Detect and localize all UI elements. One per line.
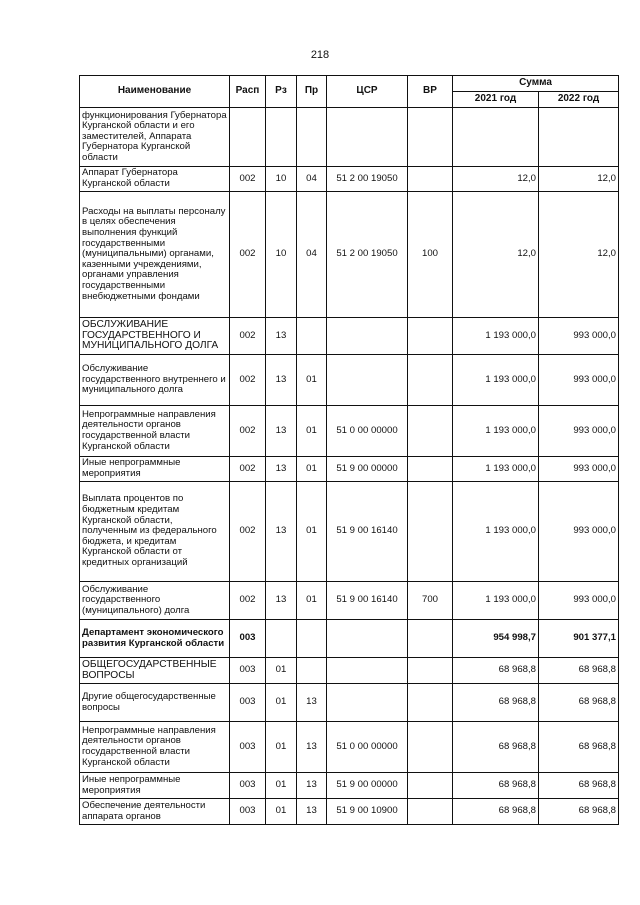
cell-name: Выплата процентов по бюджетным кредитам Курганской области, полученным из федерального бюджета, и кредитам Курганской области от кредитных организаций: [80, 482, 230, 582]
cell-2022: 68 968,8: [539, 722, 619, 773]
cell-name: ОБСЛУЖИВАНИЕ ГОСУДАРСТВЕННОГО И МУНИЦИПАЛЬНОГО ДОЛГА: [80, 318, 230, 355]
cell-2022: 993 000,0: [539, 318, 619, 355]
cell-csr: 51 9 00 16140: [327, 582, 408, 620]
cell-pr: 13: [297, 684, 327, 722]
cell-pr: 04: [297, 192, 327, 318]
table-row: [80, 799, 619, 825]
cell-2022: 68 968,8: [539, 684, 619, 722]
table-row: [80, 658, 619, 684]
cell-vr: [408, 658, 453, 684]
table-row: [80, 773, 619, 799]
header-csr: ЦСР: [327, 76, 408, 108]
table-row: [80, 318, 619, 355]
cell-2022: [539, 108, 619, 167]
cell-vr: [408, 722, 453, 773]
cell-rz: 01: [266, 658, 297, 684]
cell-rasp: 003: [230, 684, 266, 722]
cell-pr: [297, 658, 327, 684]
cell-2022: 12,0: [539, 192, 619, 318]
cell-rz: 13: [266, 355, 297, 406]
cell-rasp: 003: [230, 620, 266, 658]
cell-2021: 68 968,8: [453, 799, 539, 825]
cell-name: Обеспечение деятельности аппарата органов: [80, 799, 230, 825]
cell-vr: [408, 773, 453, 799]
cell-name: Другие общегосударственные вопросы: [80, 684, 230, 722]
cell-name: Иные непрограммные мероприятия: [80, 773, 230, 799]
cell-2022: 901 377,1: [539, 620, 619, 658]
cell-csr: 51 9 00 00000: [327, 773, 408, 799]
cell-vr: [408, 799, 453, 825]
cell-pr: 01: [297, 355, 327, 406]
cell-pr: 13: [297, 722, 327, 773]
header-rz: Рз: [266, 76, 297, 108]
cell-rasp: 002: [230, 582, 266, 620]
cell-pr: 13: [297, 773, 327, 799]
cell-rasp: 002: [230, 482, 266, 582]
cell-vr: [408, 684, 453, 722]
cell-rz: 10: [266, 192, 297, 318]
header-year-2021: 2021 год: [453, 92, 539, 108]
cell-rz: 13: [266, 318, 297, 355]
cell-rasp: 003: [230, 799, 266, 825]
cell-2022: 993 000,0: [539, 457, 619, 482]
cell-2021: 1 193 000,0: [453, 582, 539, 620]
cell-2022: 993 000,0: [539, 355, 619, 406]
cell-2021: 68 968,8: [453, 773, 539, 799]
cell-name: Аппарат Губернатора Курганской области: [80, 167, 230, 192]
cell-2021: [453, 108, 539, 167]
cell-name: Расходы на выплаты персоналу в целях обеспечения выполнения функций государственными (муниципальными) органами, казенными учреждениями, органами управления государственными внебюджетными фондами: [80, 192, 230, 318]
cell-pr: 01: [297, 582, 327, 620]
cell-pr: [297, 108, 327, 167]
table-row: [80, 482, 619, 582]
cell-csr: [327, 620, 408, 658]
cell-2021: 1 193 000,0: [453, 482, 539, 582]
cell-name: ОБЩЕГОСУДАРСТВЕННЫЕ ВОПРОСЫ: [80, 658, 230, 684]
header-rasp: Расп: [230, 76, 266, 108]
cell-2021: 1 193 000,0: [453, 457, 539, 482]
header-year-2022: 2022 год: [539, 92, 619, 108]
cell-vr: 700: [408, 582, 453, 620]
cell-rz: 01: [266, 799, 297, 825]
cell-2021: 1 193 000,0: [453, 406, 539, 457]
cell-rasp: 003: [230, 773, 266, 799]
cell-2022: 993 000,0: [539, 482, 619, 582]
cell-pr: 04: [297, 167, 327, 192]
cell-rasp: [230, 108, 266, 167]
cell-rasp: 003: [230, 658, 266, 684]
cell-rasp: 002: [230, 318, 266, 355]
cell-rz: 01: [266, 684, 297, 722]
page-number: 218: [310, 49, 330, 61]
cell-2022: 12,0: [539, 167, 619, 192]
table-row: [80, 355, 619, 406]
cell-csr: [327, 108, 408, 167]
cell-csr: [327, 355, 408, 406]
cell-name: Непрограммные направления деятельности органов государственной власти Курганской области: [80, 406, 230, 457]
table-row: [80, 406, 619, 457]
cell-csr: 51 9 00 10900: [327, 799, 408, 825]
budget-table: [79, 75, 619, 825]
cell-rz: 13: [266, 582, 297, 620]
cell-vr: [408, 167, 453, 192]
cell-name: Непрограммные направления деятельности органов государственной власти Курганской области: [80, 722, 230, 773]
cell-pr: 13: [297, 799, 327, 825]
cell-2021: 954 998,7: [453, 620, 539, 658]
cell-name: функционирования Губернатора Курганской области и его заместителей, Аппарата Губернатора Курганской области: [80, 108, 230, 167]
cell-csr: 51 0 00 00000: [327, 722, 408, 773]
header-vr: ВР: [408, 76, 453, 108]
cell-vr: [408, 457, 453, 482]
cell-name: Обслуживание государственного внутреннего и муниципального долга: [80, 355, 230, 406]
cell-pr: 01: [297, 457, 327, 482]
cell-2021: 68 968,8: [453, 722, 539, 773]
cell-rasp: 002: [230, 192, 266, 318]
cell-csr: [327, 318, 408, 355]
cell-vr: [408, 318, 453, 355]
cell-pr: [297, 318, 327, 355]
cell-rz: 01: [266, 773, 297, 799]
table-row: [80, 167, 619, 192]
cell-rz: 13: [266, 457, 297, 482]
cell-vr: [408, 620, 453, 658]
cell-csr: 51 9 00 16140: [327, 482, 408, 582]
cell-vr: [408, 482, 453, 582]
cell-rz: 01: [266, 722, 297, 773]
cell-2022: 68 968,8: [539, 773, 619, 799]
cell-2021: 12,0: [453, 192, 539, 318]
table-row: [80, 620, 619, 658]
cell-rasp: 002: [230, 406, 266, 457]
cell-name: Обслуживание государственного (муниципального) долга: [80, 582, 230, 620]
table-row: [80, 722, 619, 773]
cell-2021: 68 968,8: [453, 684, 539, 722]
cell-rz: 13: [266, 406, 297, 457]
cell-2021: 68 968,8: [453, 658, 539, 684]
cell-name: Департамент экономического развития Курганской области: [80, 620, 230, 658]
cell-rz: 10: [266, 167, 297, 192]
cell-vr: [408, 108, 453, 167]
cell-csr: [327, 684, 408, 722]
cell-csr: 51 0 00 00000: [327, 406, 408, 457]
cell-rz: [266, 620, 297, 658]
cell-rasp: 002: [230, 167, 266, 192]
cell-pr: 01: [297, 482, 327, 582]
table-row: [80, 684, 619, 722]
cell-rasp: 002: [230, 355, 266, 406]
cell-csr: 51 2 00 19050: [327, 192, 408, 318]
cell-csr: 51 2 00 19050: [327, 167, 408, 192]
header-name: Наименование: [80, 76, 230, 108]
cell-vr: [408, 406, 453, 457]
cell-pr: 01: [297, 406, 327, 457]
table-row: [80, 582, 619, 620]
header-sum: Сумма: [453, 76, 619, 92]
cell-pr: [297, 620, 327, 658]
cell-2022: 68 968,8: [539, 658, 619, 684]
table-row: [80, 457, 619, 482]
table-row: [80, 192, 619, 318]
cell-2022: 993 000,0: [539, 582, 619, 620]
cell-2021: 12,0: [453, 167, 539, 192]
cell-csr: 51 9 00 00000: [327, 457, 408, 482]
cell-rz: 13: [266, 482, 297, 582]
cell-2021: 1 193 000,0: [453, 355, 539, 406]
table-row: [80, 108, 619, 167]
cell-vr: 100: [408, 192, 453, 318]
cell-2022: 993 000,0: [539, 406, 619, 457]
cell-2022: 68 968,8: [539, 799, 619, 825]
cell-name: Иные непрограммные мероприятия: [80, 457, 230, 482]
cell-rasp: 003: [230, 722, 266, 773]
header-pr: Пр: [297, 76, 327, 108]
cell-csr: [327, 658, 408, 684]
cell-rz: [266, 108, 297, 167]
cell-vr: [408, 355, 453, 406]
cell-rasp: 002: [230, 457, 266, 482]
cell-2021: 1 193 000,0: [453, 318, 539, 355]
